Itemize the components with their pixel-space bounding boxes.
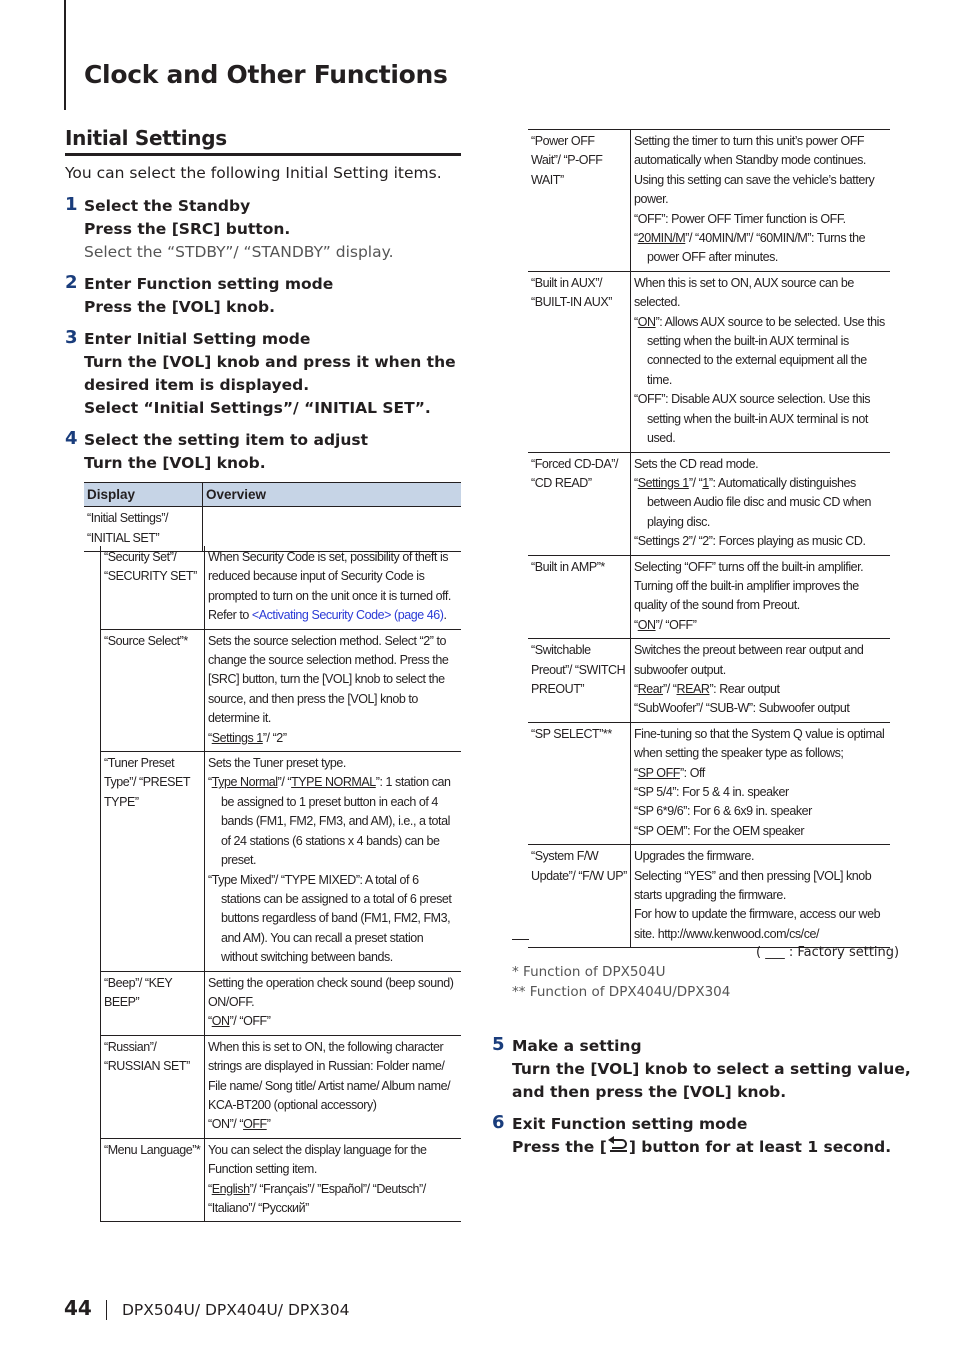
- step-number: 3: [65, 327, 78, 348]
- table-row: [528, 452, 890, 555]
- row-overview: Sets the source selection method. Select “2” to change the source selection method. Press the [SRC] button, turn the [VOL] knob to select the source, and then press the [VOL] knob to determine it. “Settings 1”/ “2”: [205, 629, 462, 751]
- step-number: 1: [65, 194, 78, 215]
- row-display: “Built in AUX”/ “BUILT-IN AUX”: [528, 271, 631, 452]
- row-display: “Beep”/ “KEY BEEP”: [101, 971, 205, 1035]
- row-overview: Selecting “OFF” turns off the built-in amplifier. Turning off the built-in amplifier improves the quality of the sound from Preout. “ON”/ “OFF”: [631, 555, 891, 639]
- step-note: Select the “STDBY”/ “STANDBY” display.: [84, 243, 394, 261]
- table-row: [101, 546, 462, 629]
- step-action: Press the [ ] button for at least 1 second.: [512, 1136, 912, 1159]
- row-display: “Power OFF Wait”/ “P-OFF WAIT”: [528, 130, 631, 272]
- step-action: Press the [SRC] button.: [84, 220, 291, 238]
- step-number: 2: [65, 272, 78, 293]
- row-overview: Switches the preout between rear output and subwoofer output. “Rear”/ “REAR”: Rear output “SubWoofer”/ “SUB-W”: Subwoofer output: [631, 639, 891, 723]
- security-code-link[interactable]: <Activating Security Code> (page 46): [251, 608, 444, 623]
- settings-table-left-items: [100, 546, 461, 1222]
- column-header-display: Display: [84, 483, 203, 507]
- row-overview: You can select the display language for the Function setting item. “English”/ “Français”/ ”Español”/ “Deutsch”/ “Italiano”/ “Русский”: [205, 1138, 462, 1222]
- step-title: Exit Function setting mode: [512, 1115, 748, 1133]
- table-row: [528, 845, 890, 948]
- table-row: [528, 722, 890, 844]
- step-title: Enter Initial Setting mode: [84, 330, 311, 348]
- step-number: 6: [492, 1112, 505, 1133]
- table-row: [528, 271, 890, 452]
- step-4: [65, 429, 465, 475]
- table-row: [101, 1035, 462, 1138]
- step-6: [492, 1113, 912, 1159]
- column-header-overview: Overview: [203, 483, 462, 507]
- settings-table-left: [84, 482, 461, 552]
- step-5: [492, 1035, 912, 1104]
- table-row: [84, 507, 461, 552]
- model-names: DPX504U/ DPX404U/ DPX304: [122, 1301, 350, 1319]
- section-intro: You can select the following Initial Setting items.: [65, 164, 442, 182]
- row-overview: When this is set to ON, the following character strings are displayed in Russian: Folder name/ File name/ Song title/ Artist name/ Album name/ KCA-BT200 (optional accessory) “ON”/ “OFF”: [205, 1035, 462, 1138]
- row-overview: When Security Code is set, possibility of theft is reduced because input of Security Code is prompted to turn on the unit once it is turned off. Refer to <Activating Security Code> (page 46).: [205, 546, 462, 629]
- row-overview: Upgrades the firmware. Selecting “YES” and then pressing [VOL] knob starts upgrading the firmware. For how to update the firmware, access our web site. http://www.kenwood.com/cs/ce/: [631, 845, 891, 948]
- row-overview: Sets the Tuner preset type. “Type Normal”/ “TYPE NORMAL”: 1 station can be assigned to 1 preset button in each of 4 bands (FM1, FM2, FM3, and AM), i.e., a total of 24 stations (6 stations x 4 bands) can be preset. “Type Mixed”/ “TYPE MIXED”: A total of 6 stations can be assigned to a total of 6 preset buttons regardless of band (FM1, FM2, FM3, and AM). You can recall a preset station without switching between bands.: [205, 752, 462, 971]
- page-number: 44: [64, 1296, 92, 1320]
- row-display: “System F/W Update”/ “F/W UP”: [528, 845, 631, 948]
- row-display: “Forced CD-DA”/ “CD READ”: [528, 452, 631, 555]
- settings-table-right: [528, 129, 890, 948]
- step-title: Enter Function setting mode: [84, 275, 334, 293]
- step-3: [65, 328, 465, 420]
- step-action: Turn the [VOL] knob.: [84, 454, 266, 472]
- table-row: [101, 1138, 462, 1222]
- back-arrow-icon: [607, 1136, 629, 1159]
- footnote: * Function of DPX504U: [512, 964, 666, 980]
- row-display: “Switchable Preout”/ “SWITCH PREOUT”: [528, 639, 631, 723]
- row-display: “Tuner Preset Type”/ “PRESET TYPE”: [101, 752, 205, 971]
- step-title: Select the Standby: [84, 197, 251, 215]
- section-title: Initial Settings: [65, 126, 227, 150]
- step-title: Make a setting: [512, 1037, 642, 1055]
- group-label: “Initial Settings”/ “INITIAL SET”: [84, 507, 203, 552]
- table-row: [528, 130, 890, 272]
- row-overview: Setting the operation check sound (beep sound) ON/OFF. “ON”/ “OFF”: [205, 971, 462, 1035]
- table-row: [528, 555, 890, 639]
- step-1: [65, 195, 465, 264]
- row-overview: Setting the timer to turn this unit’s power OFF automatically when Standby mode continues. Using this setting can save the vehicle’s battery power. “OFF”: Power OFF Timer function is OFF. “20MIN/M”/ “40MIN/M”/ “60MIN/M”: Turns the power OFF after minutes.: [631, 130, 891, 272]
- table-row: [101, 629, 462, 751]
- table-row: [528, 639, 890, 723]
- table-header-row: [84, 483, 461, 507]
- row-overview: Sets the CD read mode. “Settings 1”/ “1”: Automatically distinguishes between Audio file disc and music CD when playing disc. “Settings 2”/ “2”: Forces playing as music CD.: [631, 452, 891, 555]
- row-display: “Security Set”/ “SECURITY SET”: [101, 546, 205, 629]
- step-action: Turn the [VOL] knob and press it when the: [84, 353, 456, 371]
- footnote: ** Function of DPX404U/DPX304: [512, 984, 731, 1000]
- row-overview: Fine-tuning so that the System Q value is optimal when setting the speaker type as follows; “SP OFF”: Off “SP 5/4”: For 5 & 4 in. speaker “SP 6*9/6”: For 6 & 6x9 in. speaker “SP OEM”: For the OEM speaker: [631, 722, 891, 844]
- step-title: Select the setting item to adjust: [84, 431, 369, 449]
- step-action: and then press the [VOL] knob.: [512, 1083, 787, 1101]
- factory-setting-note: ( ___ : Factory setting): [756, 945, 900, 960]
- table-row: [101, 971, 462, 1035]
- row-display: “Russian”/ “RUSSIAN SET”: [101, 1035, 205, 1138]
- page-title: Clock and Other Functions: [84, 60, 448, 89]
- row-display: “Menu Language”*: [101, 1138, 205, 1222]
- step-action: Press the [VOL] knob.: [84, 298, 276, 316]
- table-row: [101, 752, 462, 971]
- section-rule: [65, 153, 461, 156]
- header-rule: [64, 0, 66, 110]
- step-action: Select “Initial Settings”/ “INITIAL SET”.: [84, 399, 431, 417]
- step-number: 4: [65, 428, 78, 449]
- row-display: “Source Select”*: [101, 629, 205, 751]
- row-display: “Built in AMP”*: [528, 555, 631, 639]
- step-number: 5: [492, 1034, 505, 1055]
- step-action: desired item is displayed.: [84, 376, 310, 394]
- footer-divider: [106, 1300, 107, 1320]
- row-overview: When this is set to ON, AUX source can be selected. “ON”: Allows AUX source to be selected. Use this setting when the built-in AUX terminal is connected to the external equipment all the time. “OFF”: Disable AUX source selection. Use this setting when the built-in AUX terminal is not used.: [631, 271, 891, 452]
- table-rule: [512, 939, 529, 940]
- row-display: “SP SELECT”**: [528, 722, 631, 844]
- step-2: [65, 273, 465, 319]
- step-action: Turn the [VOL] knob to select a setting value,: [512, 1060, 911, 1078]
